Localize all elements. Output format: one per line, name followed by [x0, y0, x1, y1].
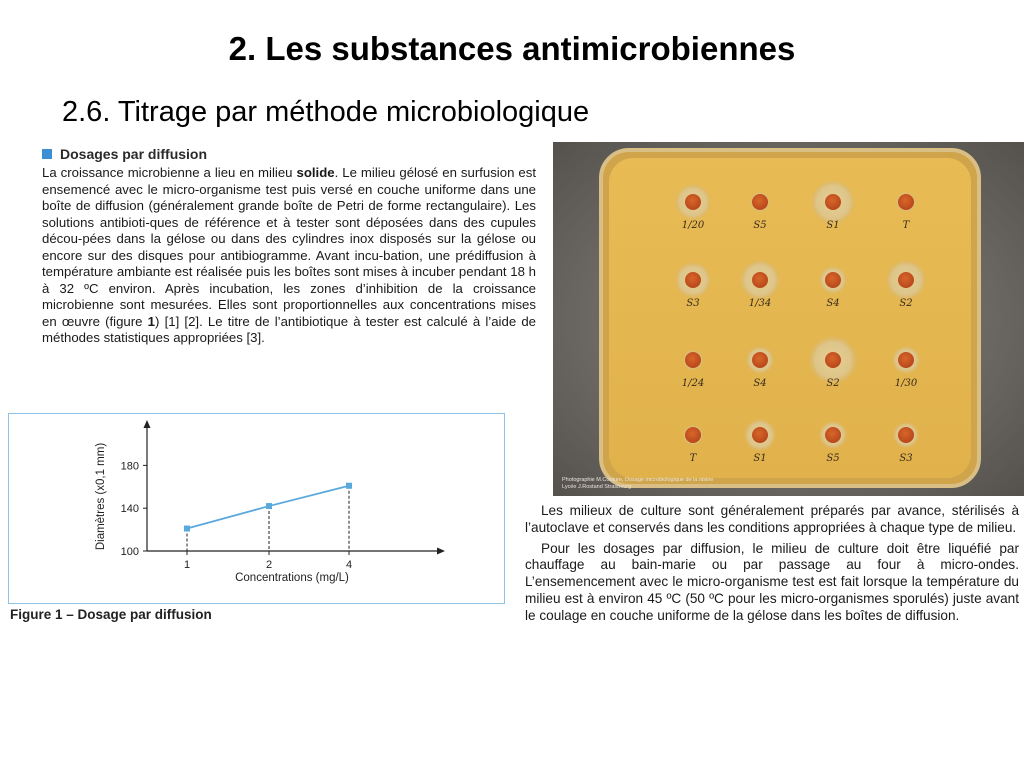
well-label: S5	[826, 453, 840, 464]
x-tick-label: 2	[265, 559, 273, 571]
photo-credit-line1: Photographie M.Couture, Dosage microbiologique de la nisine	[562, 477, 714, 483]
agar-well	[685, 427, 701, 443]
data-point	[346, 483, 352, 489]
agar-well	[752, 427, 768, 443]
well-label: S5	[753, 220, 767, 231]
well-label: S4	[826, 298, 840, 309]
well-label: 1/34	[748, 298, 772, 309]
bullet-square-icon	[42, 149, 52, 159]
well-label: S4	[753, 378, 767, 389]
agar-well	[685, 272, 701, 288]
agar-well	[685, 194, 701, 210]
right-text-block	[525, 503, 1019, 629]
agar-well	[752, 194, 768, 210]
x-tick-label: 4	[345, 559, 353, 571]
x-axis-label: Concentrations (mg/L)	[235, 572, 349, 584]
left-paragraph	[42, 165, 536, 347]
y-axis-arrow	[144, 420, 151, 428]
y-tick-label: 100	[120, 546, 139, 558]
well-label: S2	[826, 378, 840, 389]
slide-subtitle: 2.6. Titrage par méthode microbiologique	[62, 96, 590, 128]
slide-title: 2. Les substances antimicrobiennes	[228, 30, 796, 67]
section-heading-text: Dosages par diffusion	[60, 146, 208, 162]
agar-well	[898, 272, 914, 288]
right-paragraph-1: Les milieux de culture sont généralement préparés par avance, stérilisés à l’autoclave et conservés dans les conditions appropriées à chaque type de milieu.	[525, 503, 1019, 535]
agar-well	[825, 352, 841, 368]
agar-well	[752, 272, 768, 288]
photo-credit-line2: Lycée J.Rostand Strasbourg	[562, 484, 632, 490]
left-text-part3: ) [1] [2]. Le titre de l’antibiotique à tester est calculé à l’aide de méthodes statistiques appropriées [3].	[42, 313, 536, 345]
well-label: 1/20	[681, 220, 705, 231]
diffusion-chart	[9, 414, 504, 603]
well-label: T	[902, 220, 910, 231]
well-label: S3	[686, 298, 700, 309]
well-label: S2	[899, 298, 913, 309]
right-paragraph-2: Pour les dosages par diffusion, le milieu de culture doit être liquéfié par chauffage au bain-marie ou par passage au four à micro-ondes. L’ensemencement avec le micro-organisme test est fait lorsque la température du milieu est à environ 45 ºC (50 ºC pour les micro-organismes sporulés) juste avant le coulage en couche uniforme de la gélose dans les boîtes de diffusion.	[525, 540, 1019, 623]
well-label: S3	[899, 453, 913, 464]
y-axis-label: Diamètres (x0,1 mm)	[95, 442, 107, 551]
left-text-bold-solide: solide	[296, 165, 335, 180]
agar-well	[898, 427, 914, 443]
left-text-part2: . Le milieu gélosé en surfusion est ensemencé avec le micro-organisme test puis versé en couche uniforme dans une boîte de diffusion (généralement grande boîte de Petri de forme rectangulaire). Les solutions antibioti-ques de référence et à tester sont déposées dans des cupules décou-pées dans la gélose ou dans des cylindres inox disposés sur la gélose ou encore sur des disques pour antibiogramme. Avant incu-bation, une prédiffusion à température ambiante est réalisée puis les boîtes sont mises à incuber pendant 18 h à 32 ºC environ. Après incubation, les zones d’inhibition de la croissance microbienne sont mesurées. Elles sont proportionnelles aux concentrations mises en œuvre (figure	[42, 165, 536, 329]
agar-well	[898, 352, 914, 368]
agar-well	[752, 352, 768, 368]
y-tick-label: 180	[120, 460, 139, 473]
agar-well	[685, 352, 701, 368]
petri-dish-photo	[553, 142, 1024, 496]
x-axis-arrow	[437, 548, 445, 555]
x-tick-label: 1	[183, 559, 191, 571]
left-text-bold-figref: 1	[147, 313, 156, 329]
figure-caption: Figure 1 – Dosage par diffusion	[10, 607, 212, 622]
petri-dish-image	[553, 142, 1024, 496]
data-point	[184, 526, 190, 532]
data-point	[266, 503, 272, 509]
figure-frame	[8, 413, 505, 604]
well-label: T	[689, 453, 697, 464]
agar-well	[825, 427, 841, 443]
y-tick-label: 140	[120, 503, 139, 516]
agar-well	[825, 194, 841, 210]
well-label: S1	[753, 453, 767, 464]
agar-well	[898, 194, 914, 210]
agar-well	[825, 272, 841, 288]
well-label: 1/30	[894, 378, 918, 389]
section-heading	[42, 146, 207, 162]
left-text-part1: La croissance microbienne a lieu en milieu	[42, 165, 297, 180]
well-label: S1	[826, 220, 840, 231]
well-label: 1/24	[681, 378, 705, 389]
